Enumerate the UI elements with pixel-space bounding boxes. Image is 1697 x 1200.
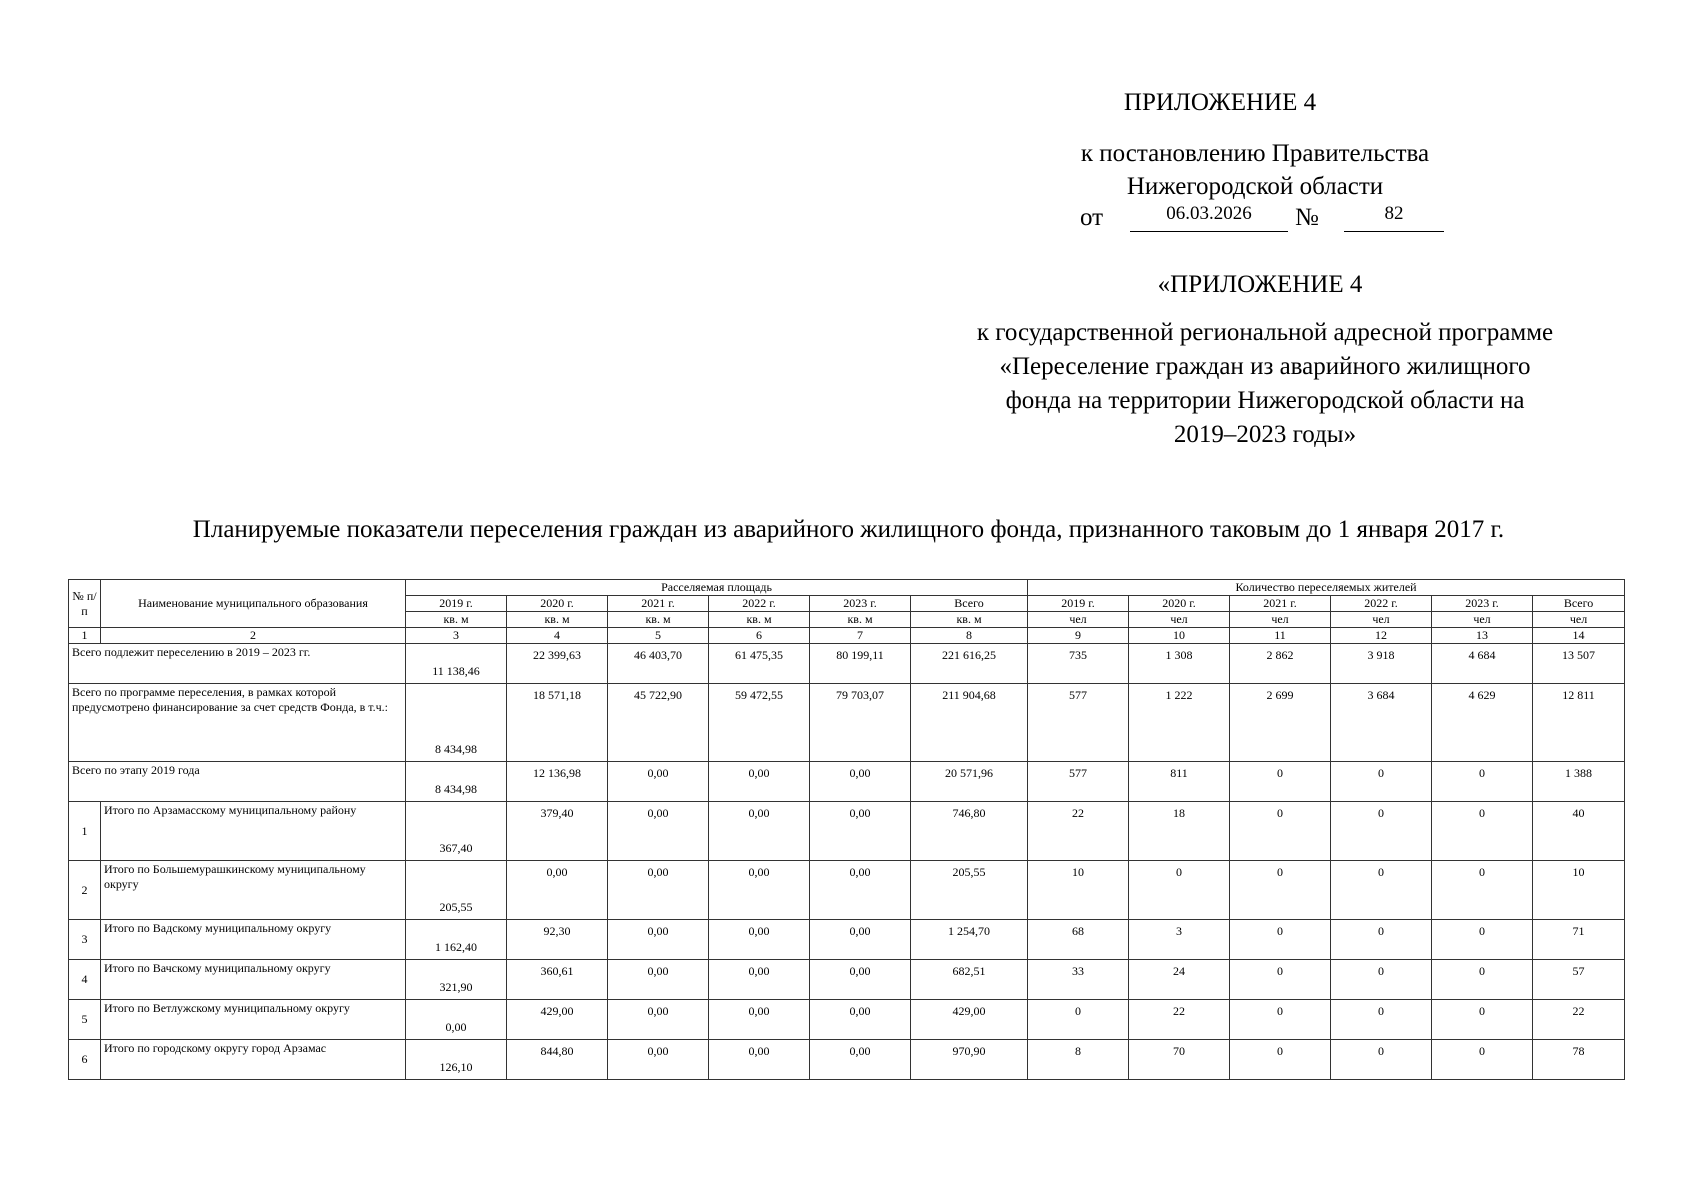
cell-a2019: 126,10 bbox=[406, 1040, 507, 1080]
header-unit: кв. м bbox=[507, 612, 608, 628]
cell-p2023: 0 bbox=[1432, 920, 1533, 960]
row-name: Всего по этапу 2019 года bbox=[69, 762, 406, 802]
cell-p2023: 0 bbox=[1432, 802, 1533, 861]
cell-p2022: 3 684 bbox=[1331, 684, 1432, 762]
col-number: 3 bbox=[406, 628, 507, 644]
cell-a2022: 0,00 bbox=[709, 762, 810, 802]
cell-a2022: 0,00 bbox=[709, 920, 810, 960]
row-number: 5 bbox=[69, 1000, 101, 1040]
cell-p2020: 24 bbox=[1129, 960, 1230, 1000]
cell-p2022: 0 bbox=[1331, 861, 1432, 920]
cell-a2022: 61 475,35 bbox=[709, 644, 810, 684]
header-year: 2023 г. bbox=[810, 596, 911, 612]
cell-p2022: 0 bbox=[1331, 920, 1432, 960]
table-row bbox=[69, 861, 1625, 920]
decree-line-2: Нижегородской области bbox=[1126, 173, 1384, 200]
table-row bbox=[69, 762, 1625, 802]
header-year: 2023 г. bbox=[1432, 596, 1533, 612]
header-year: Всего bbox=[1533, 596, 1625, 612]
cell-p2021: 0 bbox=[1230, 802, 1331, 861]
cell-a2021: 46 403,70 bbox=[608, 644, 709, 684]
decree-number: 82 bbox=[1344, 200, 1444, 232]
cell-a2023: 0,00 bbox=[810, 861, 911, 920]
header-unit: кв. м bbox=[406, 612, 507, 628]
cell-atotal: 746,80 bbox=[911, 802, 1028, 861]
cell-p2022: 0 bbox=[1331, 1040, 1432, 1080]
cell-p2022: 3 918 bbox=[1331, 644, 1432, 684]
cell-p2019: 68 bbox=[1028, 920, 1129, 960]
cell-a2023: 0,00 bbox=[810, 1000, 911, 1040]
cell-p2023: 0 bbox=[1432, 960, 1533, 1000]
cell-p2019: 33 bbox=[1028, 960, 1129, 1000]
cell-a2021: 0,00 bbox=[608, 920, 709, 960]
cell-a2022: 0,00 bbox=[709, 802, 810, 861]
row-number: 4 bbox=[69, 960, 101, 1000]
cell-atotal: 205,55 bbox=[911, 861, 1028, 920]
cell-p2020: 70 bbox=[1129, 1040, 1230, 1080]
cell-a2023: 0,00 bbox=[810, 762, 911, 802]
cell-p2020: 18 bbox=[1129, 802, 1230, 861]
cell-p2020: 811 bbox=[1129, 762, 1230, 802]
cell-p2021: 0 bbox=[1230, 1040, 1331, 1080]
cell-ptotal: 71 bbox=[1533, 920, 1625, 960]
table-row bbox=[69, 644, 1625, 684]
cell-a2019: 11 138,46 bbox=[406, 644, 507, 684]
cell-p2019: 22 bbox=[1028, 802, 1129, 861]
cell-a2021: 0,00 bbox=[608, 960, 709, 1000]
cell-a2023: 0,00 bbox=[810, 960, 911, 1000]
header-year: 2019 г. bbox=[406, 596, 507, 612]
cell-ptotal: 22 bbox=[1533, 1000, 1625, 1040]
table-row bbox=[69, 1040, 1625, 1080]
header-unit: чел bbox=[1129, 612, 1230, 628]
cell-a2022: 59 472,55 bbox=[709, 684, 810, 762]
cell-atotal: 20 571,96 bbox=[911, 762, 1028, 802]
col-number: 12 bbox=[1331, 628, 1432, 644]
header-year: 2022 г. bbox=[1331, 596, 1432, 612]
cell-atotal: 211 904,68 bbox=[911, 684, 1028, 762]
cell-p2023: 0 bbox=[1432, 1000, 1533, 1040]
cell-a2022: 0,00 bbox=[709, 861, 810, 920]
cell-a2020: 844,80 bbox=[507, 1040, 608, 1080]
header-unit: кв. м bbox=[911, 612, 1028, 628]
cell-p2021: 0 bbox=[1230, 920, 1331, 960]
cell-a2022: 0,00 bbox=[709, 1000, 810, 1040]
row-name: Всего по программе переселения, в рамках которой предусмотрено финансирование за счет средств Фонда, в т.ч.: bbox=[69, 684, 406, 762]
cell-p2023: 0 bbox=[1432, 861, 1533, 920]
cell-p2023: 4 684 bbox=[1432, 644, 1533, 684]
cell-a2019: 367,40 bbox=[406, 802, 507, 861]
header-unit: кв. м bbox=[810, 612, 911, 628]
cell-p2019: 0 bbox=[1028, 1000, 1129, 1040]
row-number: 3 bbox=[69, 920, 101, 960]
header-name: Наименование муниципального образования bbox=[101, 580, 406, 628]
cell-atotal: 429,00 bbox=[911, 1000, 1028, 1040]
cell-p2023: 0 bbox=[1432, 762, 1533, 802]
cell-a2019: 205,55 bbox=[406, 861, 507, 920]
decree-line-1: к постановлению Правительства bbox=[1080, 140, 1430, 167]
col-number: 8 bbox=[911, 628, 1028, 644]
col-number: 10 bbox=[1129, 628, 1230, 644]
cell-a2020: 18 571,18 bbox=[507, 684, 608, 762]
header-num: № п/п bbox=[69, 580, 101, 628]
cell-p2022: 0 bbox=[1331, 762, 1432, 802]
col-number: 9 bbox=[1028, 628, 1129, 644]
cell-p2020: 3 bbox=[1129, 920, 1230, 960]
cell-p2019: 735 bbox=[1028, 644, 1129, 684]
table-title: Планируемые показатели переселения граждан из аварийного жилищного фонда, признанного таковым до 1 января 2017 г. bbox=[192, 516, 1505, 543]
col-number: 11 bbox=[1230, 628, 1331, 644]
cell-a2022: 0,00 bbox=[709, 1040, 810, 1080]
header-year: Всего bbox=[911, 596, 1028, 612]
cell-a2020: 92,30 bbox=[507, 920, 608, 960]
cell-p2021: 0 bbox=[1230, 960, 1331, 1000]
cell-a2023: 79 703,07 bbox=[810, 684, 911, 762]
row-name: Итого по Большемурашкинскому муниципальному округу bbox=[101, 861, 406, 920]
cell-a2021: 0,00 bbox=[608, 1000, 709, 1040]
col-number: 14 bbox=[1533, 628, 1625, 644]
cell-p2021: 0 bbox=[1230, 762, 1331, 802]
cell-a2021: 0,00 bbox=[608, 762, 709, 802]
number-prefix: № bbox=[1295, 204, 1319, 231]
table-body bbox=[69, 644, 1625, 1080]
header-people-group: Количество переселяемых жителей bbox=[1028, 580, 1625, 596]
cell-a2019: 8 434,98 bbox=[406, 684, 507, 762]
cell-a2021: 0,00 bbox=[608, 1040, 709, 1080]
program-line-2: «Переселение граждан из аварийного жилищного bbox=[999, 353, 1531, 380]
header-area-group: Расселяемая площадь bbox=[406, 580, 1028, 596]
cell-a2020: 429,00 bbox=[507, 1000, 608, 1040]
row-name: Итого по городскому округу город Арзамас bbox=[101, 1040, 406, 1080]
cell-p2020: 0 bbox=[1129, 861, 1230, 920]
cell-atotal: 682,51 bbox=[911, 960, 1028, 1000]
cell-p2021: 0 bbox=[1230, 861, 1331, 920]
cell-ptotal: 13 507 bbox=[1533, 644, 1625, 684]
cell-atotal: 1 254,70 bbox=[911, 920, 1028, 960]
header-unit: кв. м bbox=[608, 612, 709, 628]
header-year: 2021 г. bbox=[608, 596, 709, 612]
decree-reference bbox=[1050, 137, 1460, 203]
cell-p2022: 0 bbox=[1331, 960, 1432, 1000]
cell-p2023: 4 629 bbox=[1432, 684, 1533, 762]
decree-date-line bbox=[1050, 200, 1470, 234]
col-number: 4 bbox=[507, 628, 608, 644]
appendix-title: ПРИЛОЖЕНИЕ 4 bbox=[1123, 89, 1317, 116]
col-number: 5 bbox=[608, 628, 709, 644]
cell-a2023: 0,00 bbox=[810, 920, 911, 960]
cell-p2022: 0 bbox=[1331, 802, 1432, 861]
program-line-1: к государственной региональной адресной программе bbox=[976, 319, 1554, 346]
col-number: 1 bbox=[69, 628, 101, 644]
cell-p2020: 22 bbox=[1129, 1000, 1230, 1040]
header-unit: кв. м bbox=[709, 612, 810, 628]
decree-date: 06.03.2026 bbox=[1130, 200, 1288, 232]
cell-p2023: 0 bbox=[1432, 1040, 1533, 1080]
cell-a2023: 80 199,11 bbox=[810, 644, 911, 684]
cell-atotal: 221 616,25 bbox=[911, 644, 1028, 684]
cell-ptotal: 40 bbox=[1533, 802, 1625, 861]
program-line-3: фонда на территории Нижегородской области на bbox=[1005, 387, 1525, 414]
col-number: 6 bbox=[709, 628, 810, 644]
table-row bbox=[69, 920, 1625, 960]
header-year: 2019 г. bbox=[1028, 596, 1129, 612]
cell-p2019: 10 bbox=[1028, 861, 1129, 920]
cell-p2021: 0 bbox=[1230, 1000, 1331, 1040]
cell-ptotal: 10 bbox=[1533, 861, 1625, 920]
cell-a2020: 379,40 bbox=[507, 802, 608, 861]
row-name: Итого по Арзамасскому муниципальному району bbox=[101, 802, 406, 861]
cell-a2023: 0,00 bbox=[810, 1040, 911, 1080]
cell-p2019: 577 bbox=[1028, 684, 1129, 762]
cell-a2022: 0,00 bbox=[709, 960, 810, 1000]
cell-a2019: 0,00 bbox=[406, 1000, 507, 1040]
cell-a2019: 8 434,98 bbox=[406, 762, 507, 802]
cell-a2020: 360,61 bbox=[507, 960, 608, 1000]
header-year: 2020 г. bbox=[507, 596, 608, 612]
col-number: 13 bbox=[1432, 628, 1533, 644]
header-unit: чел bbox=[1432, 612, 1533, 628]
cell-a2019: 321,90 bbox=[406, 960, 507, 1000]
program-line-4: 2019–2023 годы» bbox=[1173, 421, 1357, 448]
header-year: 2020 г. bbox=[1129, 596, 1230, 612]
header-unit: чел bbox=[1028, 612, 1129, 628]
col-number: 7 bbox=[810, 628, 911, 644]
row-name: Итого по Вадскому муниципальному округу bbox=[101, 920, 406, 960]
table-row bbox=[69, 684, 1625, 762]
cell-p2020: 1 308 bbox=[1129, 644, 1230, 684]
cell-p2021: 2 699 bbox=[1230, 684, 1331, 762]
col-number: 2 bbox=[101, 628, 406, 644]
cell-ptotal: 78 bbox=[1533, 1040, 1625, 1080]
cell-p2019: 577 bbox=[1028, 762, 1129, 802]
cell-p2020: 1 222 bbox=[1129, 684, 1230, 762]
program-reference bbox=[920, 316, 1610, 452]
cell-a2019: 1 162,40 bbox=[406, 920, 507, 960]
header-year: 2021 г. bbox=[1230, 596, 1331, 612]
row-number: 6 bbox=[69, 1040, 101, 1080]
table-row bbox=[69, 802, 1625, 861]
resettlement-table bbox=[68, 579, 1625, 1080]
header-unit: чел bbox=[1230, 612, 1331, 628]
cell-p2022: 0 bbox=[1331, 1000, 1432, 1040]
cell-a2023: 0,00 bbox=[810, 802, 911, 861]
cell-a2020: 0,00 bbox=[507, 861, 608, 920]
row-name: Итого по Ветлужскому муниципальному округу bbox=[101, 1000, 406, 1040]
cell-ptotal: 1 388 bbox=[1533, 762, 1625, 802]
cell-ptotal: 57 bbox=[1533, 960, 1625, 1000]
row-number: 2 bbox=[69, 861, 101, 920]
cell-p2021: 2 862 bbox=[1230, 644, 1331, 684]
cell-a2021: 45 722,90 bbox=[608, 684, 709, 762]
header-colnum-row bbox=[69, 628, 1625, 644]
row-name: Итого по Вачскому муниципальному округу bbox=[101, 960, 406, 1000]
header-year: 2022 г. bbox=[709, 596, 810, 612]
row-number: 1 bbox=[69, 802, 101, 861]
appendix-2-title: «ПРИЛОЖЕНИЕ 4 bbox=[1157, 271, 1363, 298]
header-unit: чел bbox=[1331, 612, 1432, 628]
row-name: Всего подлежит переселению в 2019 – 2023 гг. bbox=[69, 644, 406, 684]
cell-ptotal: 12 811 bbox=[1533, 684, 1625, 762]
cell-atotal: 970,90 bbox=[911, 1040, 1028, 1080]
table-row bbox=[69, 1000, 1625, 1040]
cell-a2020: 12 136,98 bbox=[507, 762, 608, 802]
cell-a2021: 0,00 bbox=[608, 861, 709, 920]
date-prefix: от bbox=[1080, 204, 1104, 231]
header-unit: чел bbox=[1533, 612, 1625, 628]
cell-a2021: 0,00 bbox=[608, 802, 709, 861]
cell-a2020: 22 399,63 bbox=[507, 644, 608, 684]
cell-p2019: 8 bbox=[1028, 1040, 1129, 1080]
table-row bbox=[69, 960, 1625, 1000]
